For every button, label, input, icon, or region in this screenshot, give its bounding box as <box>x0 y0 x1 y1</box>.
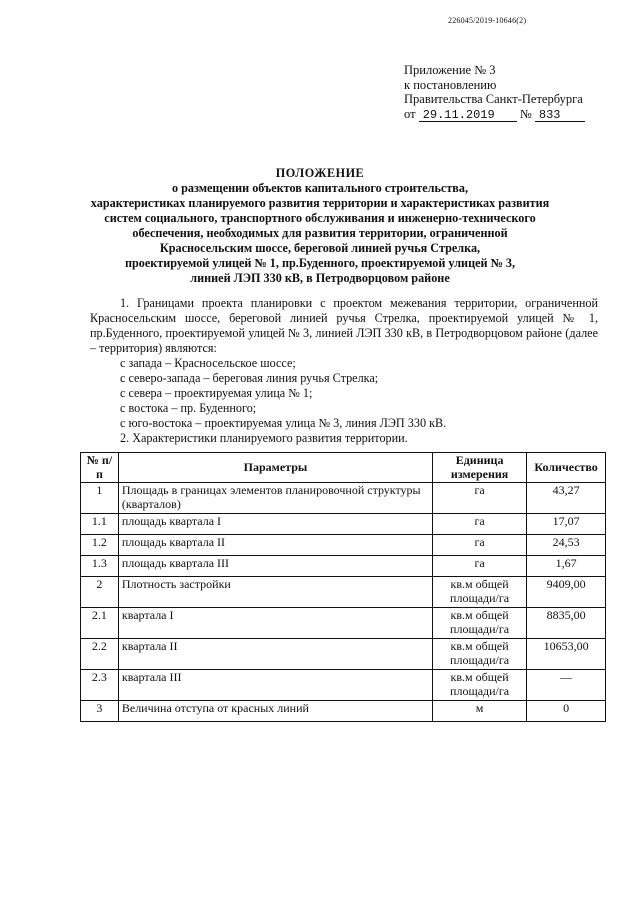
cell-num: 2 <box>81 577 119 608</box>
header-unit: Единица измерения <box>433 453 527 483</box>
cell-qty: 43,27 <box>527 483 606 514</box>
cell-unit: кв.м общей площади/га <box>433 639 527 670</box>
table-row <box>81 701 606 722</box>
cell-unit: кв.м общей площади/га <box>433 670 527 701</box>
appendix-line-3: Правительства Санкт-Петербурга <box>404 92 583 106</box>
cell-num: 3 <box>81 701 119 722</box>
cell-param: квартала III <box>118 670 432 701</box>
appendix-line-1: Приложение № 3 <box>404 63 496 77</box>
cell-param: квартала II <box>118 639 432 670</box>
cell-unit: кв.м общей площади/га <box>433 608 527 639</box>
boundary-item: с северо-запада – береговая линия ручья Стрелка; <box>120 371 379 385</box>
table-header-row <box>81 453 606 483</box>
document-title <box>80 166 560 286</box>
title-line: о размещении объектов капитального строительства, <box>171 181 469 195</box>
characteristics-heading: 2. Характеристики планируемого развития территории. <box>120 431 408 445</box>
table-row <box>81 577 606 608</box>
document-body <box>90 296 598 446</box>
cell-qty: 8835,00 <box>527 608 606 639</box>
cell-qty: — <box>527 670 606 701</box>
title-line: линией ЛЭП 330 кВ, в Петродворцовом районе <box>190 271 450 285</box>
cell-qty: 1,67 <box>527 556 606 577</box>
cell-qty: 10653,00 <box>527 639 606 670</box>
boundary-item: с севера – проектируемая улица № 1; <box>120 386 313 400</box>
cell-num: 1.1 <box>81 514 119 535</box>
resolution-date: 29.11.2019 <box>419 109 517 122</box>
table-row <box>81 514 606 535</box>
cell-num: 1.3 <box>81 556 119 577</box>
appendix-line-2: к постановлению <box>404 77 497 92</box>
cell-qty: 9409,00 <box>527 577 606 608</box>
cell-param: Площадь в границах элементов планировочной структуры (кварталов) <box>118 483 432 514</box>
cell-unit: га <box>433 556 527 577</box>
cell-num: 2.2 <box>81 639 119 670</box>
cell-param: Величина отступа от красных линий <box>118 701 432 722</box>
cell-unit: га <box>433 514 527 535</box>
boundary-item: с востока – пр. Буденного; <box>120 401 257 415</box>
document-registration-number: 226045/2019-10646(2) <box>448 16 527 25</box>
cell-unit: м <box>433 701 527 722</box>
cell-unit: кв.м общей площади/га <box>433 577 527 608</box>
cell-num: 2.3 <box>81 670 119 701</box>
title-line: обеспечения, необходимых для развития территории, ограниченной <box>132 226 508 240</box>
title-line: систем социального, транспортного обслуживания и инженерно-технического <box>104 211 536 225</box>
title-line: Красносельским шоссе, береговой линией ручья Стрелка, <box>159 241 481 255</box>
table-row <box>81 535 606 556</box>
cell-param: квартала I <box>118 608 432 639</box>
appendix-header <box>404 63 585 122</box>
table-row <box>81 556 606 577</box>
boundary-item: с юго-востока – проектируемая улица № 3, линия ЛЭП 330 кВ. <box>120 416 447 430</box>
cell-param: площадь квартала II <box>118 535 432 556</box>
header-param: Параметры <box>118 453 432 483</box>
table-row <box>81 639 606 670</box>
table-row <box>81 608 606 639</box>
cell-num: 2.1 <box>81 608 119 639</box>
cell-num: 1 <box>81 483 119 514</box>
appendix-date-line <box>404 107 585 122</box>
number-label: № <box>519 106 532 121</box>
characteristics-table <box>80 452 606 722</box>
table-row <box>81 483 606 514</box>
resolution-number: 833 <box>535 109 585 122</box>
boundaries-paragraph: 1. Границами проекта планировки с проектом межевания территории, ограниченной Красносельским шоссе, береговой линией ручья Стрелка, проектируемой улицей № 1, пр.Буденного, проектируемой улицей № 3, линией ЛЭП 330 кВ, в Петродворцовом районе (далее – территория) являются: <box>90 296 598 355</box>
cell-param: площадь квартала III <box>118 556 432 577</box>
cell-unit: га <box>433 483 527 514</box>
title-heading: ПОЛОЖЕНИЕ <box>275 166 365 180</box>
title-line: характеристиках планируемого развития территории и характеристиках развития <box>90 196 550 210</box>
cell-num: 1.2 <box>81 535 119 556</box>
cell-param: площадь квартала I <box>118 514 432 535</box>
cell-unit: га <box>433 535 527 556</box>
from-label: от <box>404 106 416 121</box>
table-row <box>81 670 606 701</box>
cell-param: Плотность застройки <box>118 577 432 608</box>
title-line: проектируемой улицей № 1, пр.Буденного, проектируемой улицей № 3, <box>124 256 516 270</box>
cell-qty: 17,07 <box>527 514 606 535</box>
cell-qty: 24,53 <box>527 535 606 556</box>
boundary-item: с запада – Красносельское шоссе; <box>120 356 296 370</box>
cell-qty: 0 <box>527 701 606 722</box>
header-qty: Количество <box>527 453 606 483</box>
header-num: № п/п <box>81 453 119 483</box>
